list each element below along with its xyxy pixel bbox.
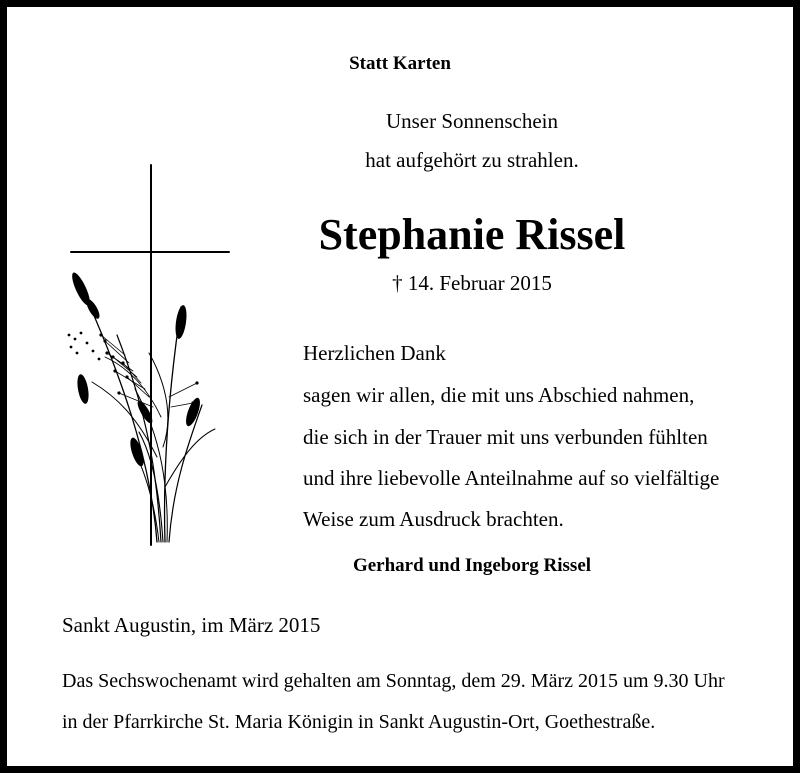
intro-line-1: Unser Sonnenschein: [385, 109, 559, 133]
thanks-heading: Herzlichen Dank: [303, 341, 446, 365]
signers: Gerhard und Ingeborg Rissel: [352, 555, 592, 576]
thanks-line-1: sagen wir allen, die mit uns Abschied nahmen,: [303, 383, 695, 407]
thanks-line-4: Weise zum Ausdruck brachten.: [303, 507, 564, 531]
deceased-name: Stephanie Rissel: [318, 210, 626, 259]
service-line-1: Das Sechswochenamt wird gehalten am Sonntag, dem 29. März 2015 um 9.30 Uhr: [62, 670, 725, 692]
service-line-2: in der Pfarrkirche St. Maria Königin in Sankt Augustin-Ort, Goethestraße.: [62, 711, 656, 733]
place-date: Sankt Augustin, im März 2015: [62, 613, 321, 637]
heading-statt-karten: Statt Karten: [349, 53, 451, 74]
intro-line-2: hat aufgehört zu strahlen.: [365, 148, 579, 172]
cross-with-wheat-icon: [57, 157, 242, 552]
thanks-line-3: und ihre liebevolle Anteilnahme auf so vielfältige: [303, 466, 720, 490]
thanks-line-2: die sich in der Trauer mit uns verbunden fühlten: [303, 425, 708, 449]
death-date: † 14. Februar 2015: [392, 271, 552, 295]
